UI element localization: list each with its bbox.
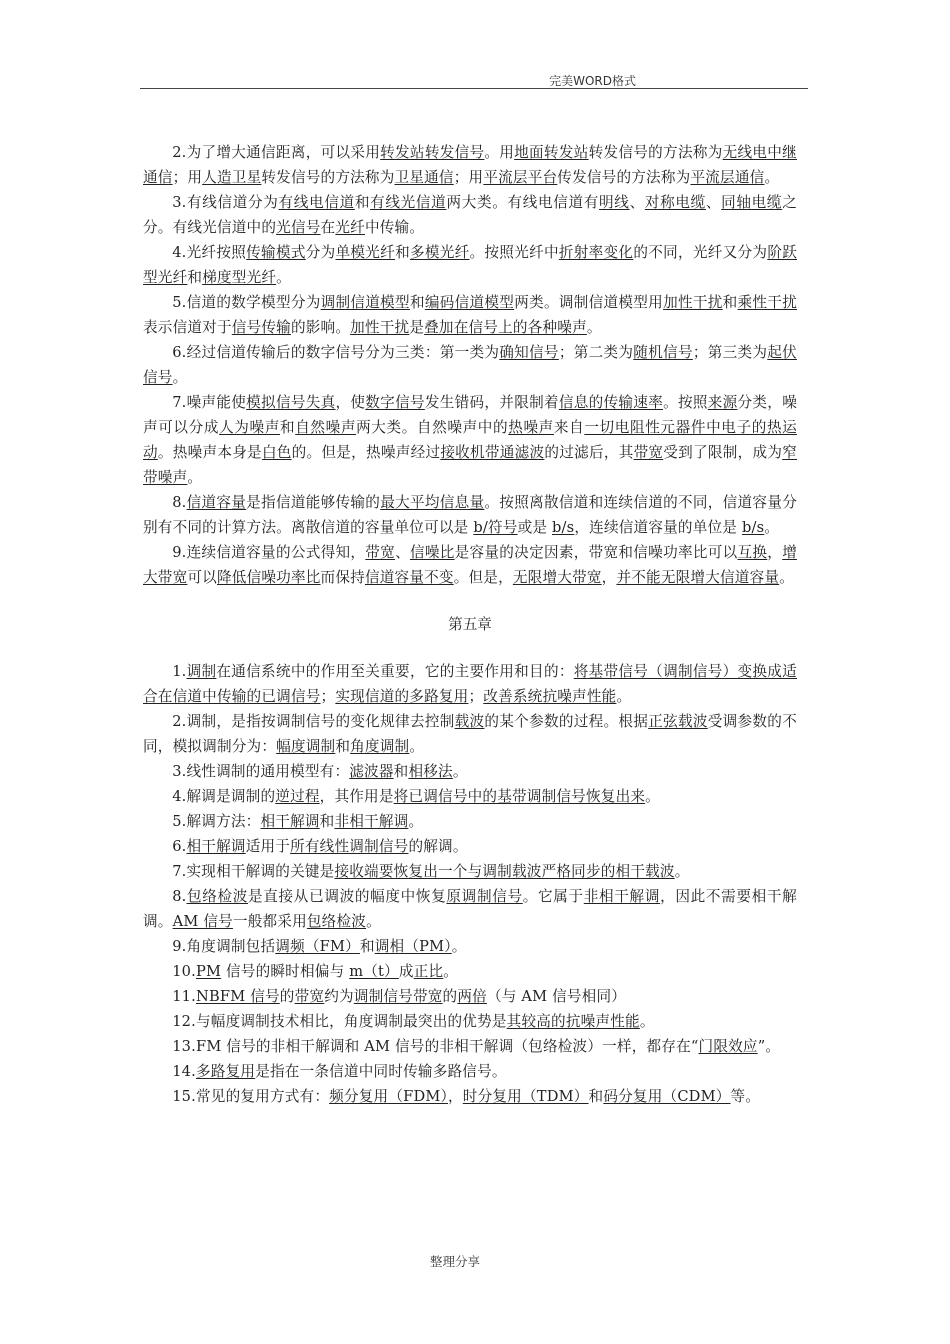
list-item (143, 540, 797, 590)
text-run: 是 (409, 319, 425, 336)
text-run: 9.角度调制包括 (172, 938, 276, 955)
text-run: 之分。有线光信道中的 (143, 194, 797, 236)
text-run: 来自 (553, 419, 585, 436)
underlined-term: 卫星通信 (394, 169, 454, 186)
underlined-term: m（t） (349, 963, 399, 980)
underlined-term: 编码信道模型 (424, 294, 515, 311)
list-item (143, 190, 797, 240)
underlined-term: 逆过程 (275, 788, 320, 805)
header-title: 完美WORD格式 (549, 74, 636, 88)
text-run: 、 (705, 194, 722, 211)
underlined-term: NBFM 信号 (196, 988, 280, 1005)
text-run: 。热噪声本身是 (157, 444, 262, 461)
underlined-term: 一切电阻性元器件中电子的热运动 (143, 419, 797, 461)
list-item (143, 340, 797, 390)
list-item (143, 934, 797, 959)
text-run: 。 (452, 763, 468, 780)
underlined-term: 平流层平台 (483, 169, 558, 186)
text-run: 和 (409, 294, 425, 311)
header-divider (140, 88, 808, 89)
list-item (143, 659, 797, 709)
text-run: 两大类。有线电信道有 (446, 194, 600, 211)
text-run: 在通信系统中的作用至关重要，它的主要作用和目的： (216, 663, 574, 680)
underlined-term: 人为噪声 (219, 419, 280, 436)
text-run: 的某个参数的过程。根据 (484, 713, 649, 730)
underlined-term: 滤波器 (349, 763, 394, 780)
text-run: ， (767, 544, 783, 561)
text-run: 的解调。 (408, 838, 468, 855)
text-run: 。 (639, 1013, 655, 1030)
text-run: 3.线性调制的通用模型有： (172, 763, 350, 780)
text-run: 5.信道的数学模型分为 (172, 294, 321, 311)
text-run: 15.常见的复用方式有： (172, 1088, 330, 1105)
underlined-term: 调频（FM） (275, 938, 360, 955)
text-run: ；用 (172, 169, 203, 186)
list-item (143, 709, 797, 759)
underlined-term: 无限增大带宽 (512, 569, 602, 586)
page-footer (0, 1252, 950, 1272)
underlined-term: 窄带噪声 (143, 444, 798, 486)
text-run: 两大类。自然噪声中的 (356, 419, 509, 436)
underlined-term: 门限效应 (698, 1038, 758, 1055)
text-run: 成 (398, 963, 414, 980)
underlined-term: 调制信号带宽 (353, 988, 443, 1005)
text-run: 发生错码，并限制着 (424, 394, 559, 411)
underlined-term: 转发站转发信号 (380, 144, 485, 161)
underlined-term: b/s (741, 519, 765, 536)
text-run: 5.解调方法： (172, 813, 261, 830)
section-channels (143, 140, 797, 590)
text-run: 和 (588, 1088, 604, 1105)
text-run: ；第三类为 (692, 344, 768, 361)
list-item (143, 1034, 797, 1059)
text-run: ，其作用是 (319, 788, 394, 805)
underlined-term: 幅度调制 (276, 738, 336, 755)
text-run: 。 (764, 519, 780, 536)
underlined-term: 加性干扰 (663, 294, 723, 311)
footer-text: 整理分享 (430, 1254, 481, 1269)
underlined-term: 加性干扰 (350, 319, 410, 336)
text-run: 和 (395, 244, 410, 261)
underlined-term: 原调制信号 (446, 888, 523, 905)
text-run: 的影响。 (290, 319, 351, 336)
underlined-term: 并不能无限增大信道容量 (616, 569, 780, 586)
underlined-term: 数字信号 (365, 394, 425, 411)
underlined-term: 人造卫星 (202, 169, 262, 186)
text-run: 6. (172, 838, 187, 855)
list-item (143, 1059, 797, 1084)
list-item (143, 290, 797, 340)
underlined-term: 地面转发站 (514, 144, 589, 161)
underlined-term: 同轴电缆 (721, 194, 783, 211)
underlined-term: 无线电中继通信 (143, 144, 797, 186)
underlined-term: 模拟信号失真 (246, 394, 336, 411)
underlined-term: 随机信号 (633, 344, 693, 361)
list-item (143, 784, 797, 809)
underlined-term: 带宽 (365, 544, 396, 561)
underlined-term: 平流层通信 (690, 169, 765, 186)
text-run: 和 (279, 419, 296, 436)
list-item (143, 390, 797, 490)
underlined-term: b/s (552, 519, 575, 536)
underlined-term: 实现信道的多路复用 (335, 688, 469, 705)
underlined-term: 接收机带通滤波 (440, 444, 545, 461)
underlined-term: 信噪比 (409, 544, 455, 561)
text-run: 10. (172, 963, 196, 980)
list-item (143, 1084, 797, 1109)
text-run: 4.光纤按照 (172, 244, 247, 261)
underlined-term: 有线光信道 (370, 194, 447, 211)
underlined-term: 起伏信号 (143, 344, 797, 386)
text-run: ； (468, 688, 484, 705)
text-run: 。 (764, 169, 780, 186)
list-item (143, 884, 797, 934)
text-run: 的 (442, 988, 458, 1005)
text-run: 的 (279, 988, 295, 1005)
text-run: 。 (187, 469, 203, 486)
text-run: 7.噪声能使 (172, 394, 247, 411)
text-run: 是直接从已调波的幅度中恢复 (248, 888, 447, 905)
list-item (143, 759, 797, 784)
text-run: 和 (335, 738, 351, 755)
text-run: 是指信道能够传输的 (246, 494, 381, 511)
underlined-term: 包络检波 (186, 888, 249, 905)
text-run: ；用 (453, 169, 484, 186)
text-run: 14. (172, 1063, 196, 1080)
chapter-heading: 第五章 (448, 616, 492, 633)
list-item (143, 140, 797, 190)
underlined-term: 光信号 (276, 219, 321, 236)
underlined-term: 将基带信号（调制信号）变换成适合在信道中传输的已调信号 (143, 663, 797, 705)
underlined-term: 时分复用（TDM） (462, 1088, 589, 1105)
text-run: 的。但是，热噪声经过 (291, 444, 441, 461)
underlined-term: 最大平均信息量 (380, 494, 485, 511)
underlined-term: 自然噪声 (295, 419, 357, 436)
text-run: 8. (172, 888, 187, 905)
text-run: 11. (172, 988, 196, 1005)
text-run: 的不同，光纤又分为 (633, 244, 768, 261)
underlined-term: 信道容量 (186, 494, 247, 511)
text-run: 。 (616, 688, 632, 705)
text-run: 转发信号的方法称为 (261, 169, 395, 186)
underlined-term: 折射率变化 (558, 244, 634, 261)
underlined-term: 正比 (413, 963, 444, 980)
text-run: 13.FM 信号的非相干解调和 AM 信号的非相干解调（包络检波）一样，都存在“ (172, 1038, 699, 1055)
underlined-term: 梯度型光纤 (202, 269, 277, 286)
text-run: 。 (409, 738, 425, 755)
underlined-term: 频分复用（FDM） (329, 1088, 448, 1105)
text-run: 和 (393, 763, 409, 780)
underlined-term: 改善系统抗噪声性能 (483, 688, 617, 705)
text-run: 4.解调是调制的 (172, 788, 276, 805)
text-run: 、 (395, 544, 410, 561)
list-item (143, 490, 797, 540)
text-run: 分类，噪声可以分成 (143, 394, 797, 436)
underlined-term: 相干解调 (260, 813, 320, 830)
underlined-term: 非相干解调 (583, 888, 661, 905)
text-run: ；第二类为 (558, 344, 634, 361)
text-run: 可以 (187, 569, 217, 586)
underlined-term: 带宽 (633, 444, 664, 461)
text-run: 而保持 (320, 569, 365, 586)
text-run: 。 (674, 863, 690, 880)
text-run: 7.实现相干解调的关键是 (172, 863, 335, 880)
list-item (143, 809, 797, 834)
underlined-term: 乘性干扰 (737, 294, 797, 311)
list-item (143, 959, 797, 984)
underlined-term: 信道容量不变 (364, 569, 454, 586)
text-run: 一般都采用 (232, 913, 307, 930)
text-run: 受调参数的不同，模拟调制分为： (143, 713, 797, 755)
underlined-term: 多路复用 (196, 1063, 256, 1080)
text-run: 。 (779, 569, 794, 586)
text-run: 。按照离散信道和连续信道的不同，信道容量分别有不同的计算方法。离散信道的容量单位可以是 (143, 494, 797, 536)
text-run: 。 (276, 269, 291, 286)
text-run: 。 (172, 369, 188, 386)
underlined-term: 接收端要恢复出一个与调制载波严格同步的相干载波 (334, 863, 675, 880)
underlined-term: 其较高的抗噪声性能 (506, 1013, 640, 1030)
text-run: ， (601, 569, 617, 586)
section-chapter-5 (143, 659, 797, 1109)
underlined-term: PM (196, 963, 222, 980)
underlined-term: 码分复用（CDM） (603, 1088, 731, 1105)
underlined-term: 调相（PM） (374, 938, 452, 955)
text-run: 是容量的决定因素，带宽和信噪功率比可以 (454, 544, 738, 561)
text-run: ”。 (757, 1038, 781, 1055)
underlined-term: 角度调制 (350, 738, 410, 755)
underlined-term: 载波 (454, 713, 485, 730)
text-run: 。 (645, 788, 660, 805)
text-run: 和 (319, 813, 335, 830)
text-run: 8. (172, 494, 187, 511)
text-run: 等。 (730, 1088, 761, 1105)
document-body (143, 140, 797, 1109)
underlined-term: 带宽 (294, 988, 325, 1005)
text-run: 分为 (305, 244, 336, 261)
underlined-term: 增大带宽 (143, 544, 797, 586)
underlined-term: 将已调信号中的基带调制信号恢复出来 (393, 788, 646, 805)
text-run: （与 AM 信号相同） (486, 988, 627, 1005)
underlined-term: 单模光纤 (335, 244, 396, 261)
underlined-term: 调制信道模型 (320, 294, 410, 311)
text-run: 传发信号的方法称为 (557, 169, 691, 186)
text-run: 。 (443, 963, 459, 980)
underlined-term: 光纤 (335, 219, 365, 236)
text-run: ，因此不需要相干解调。 (143, 888, 797, 930)
text-run: ，连续信道容量的单位是 (574, 519, 742, 536)
text-run: 3.有线信道分为 (172, 194, 279, 211)
underlined-term: 明线 (599, 194, 630, 211)
underlined-term: 正弦载波 (648, 713, 708, 730)
text-run: ， (448, 1088, 463, 1105)
list-item (143, 240, 797, 290)
underlined-term: 白色 (261, 444, 292, 461)
text-run: 。 (408, 813, 424, 830)
text-run: ，使 (335, 394, 366, 411)
underlined-term: 调制 (186, 663, 217, 680)
text-run: 。 (451, 938, 467, 955)
text-run: 受到了限制，成为 (663, 444, 783, 461)
underlined-term: 所有线性调制信号 (290, 838, 409, 855)
text-run: 转发信号的方法称为 (588, 144, 723, 161)
text-run: 。 (586, 319, 602, 336)
text-run: 。 (366, 913, 381, 930)
text-run: 或是 (517, 519, 552, 536)
underlined-term: 非相干解调 (334, 813, 409, 830)
text-run: 表示信道对于 (143, 319, 232, 336)
list-item (143, 834, 797, 859)
text-run: 。按照光纤中 (469, 244, 559, 261)
list-item (143, 984, 797, 1009)
text-run: 在 (320, 219, 336, 236)
text-run: 。按照 (663, 394, 708, 411)
text-run: 9.连续信道容量的公式得知， (172, 544, 366, 561)
underlined-term: 两倍 (457, 988, 487, 1005)
underlined-term: 互换 (737, 544, 768, 561)
text-run: ； (320, 688, 336, 705)
text-run: 和 (359, 938, 375, 955)
underlined-term: 确知信号 (499, 344, 559, 361)
underlined-term: 热噪声 (508, 419, 554, 436)
underlined-term: 传输模式 (246, 244, 306, 261)
text-run: 1. (172, 663, 187, 680)
underlined-term: 信号传输 (231, 319, 291, 336)
text-run: 。但是， (453, 569, 513, 586)
underlined-term: 信息的传输速率 (558, 394, 664, 411)
list-item (143, 1009, 797, 1034)
text-run: 是指在一条信道中同时传输多路信号。 (255, 1063, 507, 1080)
page-header (140, 70, 808, 90)
underlined-term: 叠加在信号上的各种噪声 (424, 319, 587, 336)
underlined-term: 多模光纤 (409, 244, 470, 261)
text-run: 12.与幅度调制技术相比，角度调制最突出的优势是 (172, 1013, 507, 1030)
text-run: 和 (187, 269, 203, 286)
text-run: 和 (354, 194, 371, 211)
underlined-term: 阶跃型光纤 (143, 244, 797, 286)
text-run: 2.为了增大通信距离，可以采用 (172, 144, 381, 161)
underlined-term: 对称电缆 (644, 194, 706, 211)
text-run: 6.经过信道传输后的数字信号分为三类：第一类为 (172, 344, 500, 361)
list-item (143, 859, 797, 884)
underlined-term: 包络检波 (306, 913, 367, 930)
text-run: 、 (629, 194, 645, 211)
text-run: 。它属于 (522, 888, 584, 905)
text-run: 两类。调制信道模型用 (514, 294, 664, 311)
underlined-term: 相干解调 (186, 838, 246, 855)
text-run: 。用 (484, 144, 515, 161)
text-run: 中传输。 (364, 219, 425, 236)
text-run: 的过滤后，其 (544, 444, 634, 461)
text-run: 约为 (324, 988, 354, 1005)
text-run: 信号的瞬时相偏与 (221, 963, 350, 980)
underlined-term: b/符号 (473, 519, 518, 536)
text-run: 适用于 (245, 838, 291, 855)
underlined-term: 有线电信道 (278, 194, 355, 211)
underlined-term: AM 信号 (172, 913, 233, 930)
text-run: 2.调制，是指按调制信号的变化规律去控制 (172, 713, 455, 730)
underlined-term: 降低信噪功率比 (216, 569, 321, 586)
underlined-term: 来源 (707, 394, 738, 411)
underlined-term: 相移法 (408, 763, 453, 780)
text-run: 和 (722, 294, 738, 311)
